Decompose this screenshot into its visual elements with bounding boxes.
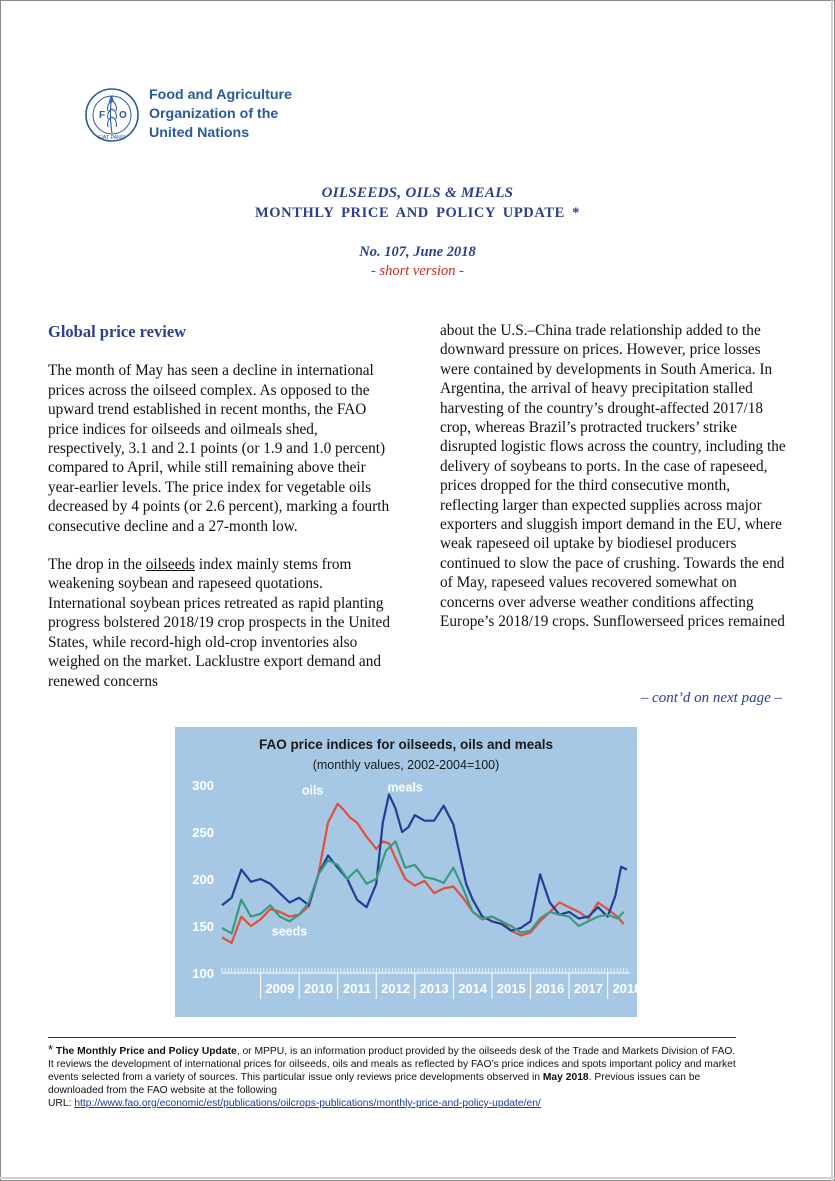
series-label-oils: oils (301, 783, 324, 798)
x-tick-label: 2013 (419, 981, 449, 996)
footnote-url-label: URL: (48, 1098, 75, 1109)
footnote-body-2: . Previous issues can be downloaded from the FAO website at the following (48, 1072, 701, 1096)
chart-title: FAO price indices for oilseeds, oils and meals (258, 737, 554, 752)
chart-axes (192, 778, 641, 999)
series-label-seeds: seeds (271, 924, 308, 939)
paragraph-1: The month of May has seen a decline in international prices across the oilseed complex. As opposed to the upward trend established in recent months, the FAO price indices for oilseeds and oilmeals shed, respectively, 3.1 and 2.1 points (or 1.9 and 1.0 percent) compared to April, while still remaining above their year-earlier levels. The price index for vegetable oils decreased by 4 points (or 2.6 percent), marking a fourth consecutive decline and a 27-month low. (48, 362, 390, 535)
x-tick-label: 2017 (573, 981, 603, 996)
org-name-line: Organization of the (149, 106, 279, 122)
paragraph-2-text: index mainly stems from weakening soybean and rapeseed quotations. International soybean prices retreated as rapid planting progress bolstered 2018/19 crop prospects in the United States, while record-high old-crop inventories also weighed on the market. Lacklustre export demand and renewed concerns (48, 556, 390, 690)
series-line-seeds (222, 841, 624, 933)
page-shadow-right (831, 0, 833, 1181)
paragraph-2-text: The drop in the (48, 556, 146, 574)
x-tick-label: 2015 (496, 981, 526, 996)
x-tick-label: 2012 (381, 981, 410, 996)
y-tick-label: 150 (192, 919, 214, 934)
chart-series (222, 794, 627, 943)
footnote-month: May 2018 (542, 1072, 589, 1083)
footnote-lead: The (53, 1046, 78, 1057)
footnote-url-link[interactable]: http://www.fao.org/economic/est/publications/oilcrops-publications/monthly-price-and-policy-update/en/ (74, 1098, 541, 1109)
continued-note: – cont’d on next page – (640, 690, 782, 706)
oilseeds-term: oilseeds (145, 556, 196, 574)
org-name-line: Food and Agriculture (149, 87, 292, 103)
publication-subtitle: MONTHLY PRICE AND POLICY UPDATE * (255, 205, 580, 221)
y-tick-label: 200 (192, 872, 214, 887)
x-tick-label: 2016 (535, 981, 565, 996)
footnote-product-name: Monthly Price and Policy Update (77, 1046, 237, 1057)
logo-letter-o: O (119, 109, 127, 121)
y-tick-label: 300 (192, 778, 214, 793)
footnote-marker: * (48, 1042, 54, 1057)
paragraph-2-continued: about the U.S.–China trade relationship added to the downward pressure on prices. However, price losses were contained by developments in South America. In Argentina, the arrival of heavy precipitation stalled harvesting of the country’s drought-affected 2017/18 crop, whereas Brazil’s protracted truckers’ strike disrupted logistic flows across the country, including the delivery of soybeans to ports. In the case of rapeseed, prices dropped for the third consecutive month, reflecting larger than expected supplies across major exporters and sluggish import demand in the EU, where weak rapeseed oil uptake by biodiesel producers continued to slow the pace of crushing. Towards the end of May, rapeseed values recovered somewhat on concerns over adverse weather conditions affecting Europe’s 2018/19 crops. Sunflowerseed prices remained (440, 322, 786, 631)
y-tick-label: 100 (192, 966, 214, 981)
publication-title: OILSEEDS, OILS & MEALS (321, 185, 514, 201)
logo-motto: FIAT PANIS (98, 134, 126, 141)
chart-canvas (175, 727, 642, 1017)
logo-letter-f: F (99, 109, 106, 121)
logo-letter-a: A (108, 94, 115, 104)
org-name-line: United Nations (149, 125, 250, 141)
fao-logo (84, 86, 292, 143)
x-tick-label: 2018 (612, 981, 642, 996)
x-tick-label: 2014 (458, 981, 488, 996)
footnote-text (48, 1043, 738, 1097)
footnote (48, 1043, 738, 1110)
page-shadow-bottom (0, 1177, 835, 1179)
chart-subtitle: (monthly values, 2002-2004=100) (312, 758, 500, 772)
series-line-meals (222, 794, 627, 930)
x-tick-label: 2010 (303, 981, 333, 996)
footnote-body: , or MPPU, is an information product provided by the oilseeds desk of the Trade and Markets Division of FAO. It reviews the development of international prices for oilseeds, oils and meals as reflected by FAO’s price indices and spots important policy and market events selected from a variety of sources. This particular issue only reviews price developments observed in (48, 1046, 736, 1083)
fao-emblem-icon (84, 87, 140, 143)
footnote-divider (48, 1037, 736, 1038)
paragraph-2 (48, 555, 398, 691)
version-label: - short version - (370, 263, 465, 279)
x-tick-label: 2009 (265, 981, 295, 996)
article-column-left (48, 322, 398, 691)
footnote-url-line (48, 1097, 738, 1110)
x-tick-label: 2011 (342, 981, 372, 996)
article-column-right (440, 321, 790, 632)
series-label-meals: meals (387, 780, 423, 795)
issue-number: No. 107, June 2018 (359, 244, 476, 260)
section-heading: Global price review (48, 322, 187, 341)
y-tick-label: 250 (192, 825, 214, 840)
price-index-chart (175, 727, 642, 1017)
org-name (149, 86, 292, 143)
